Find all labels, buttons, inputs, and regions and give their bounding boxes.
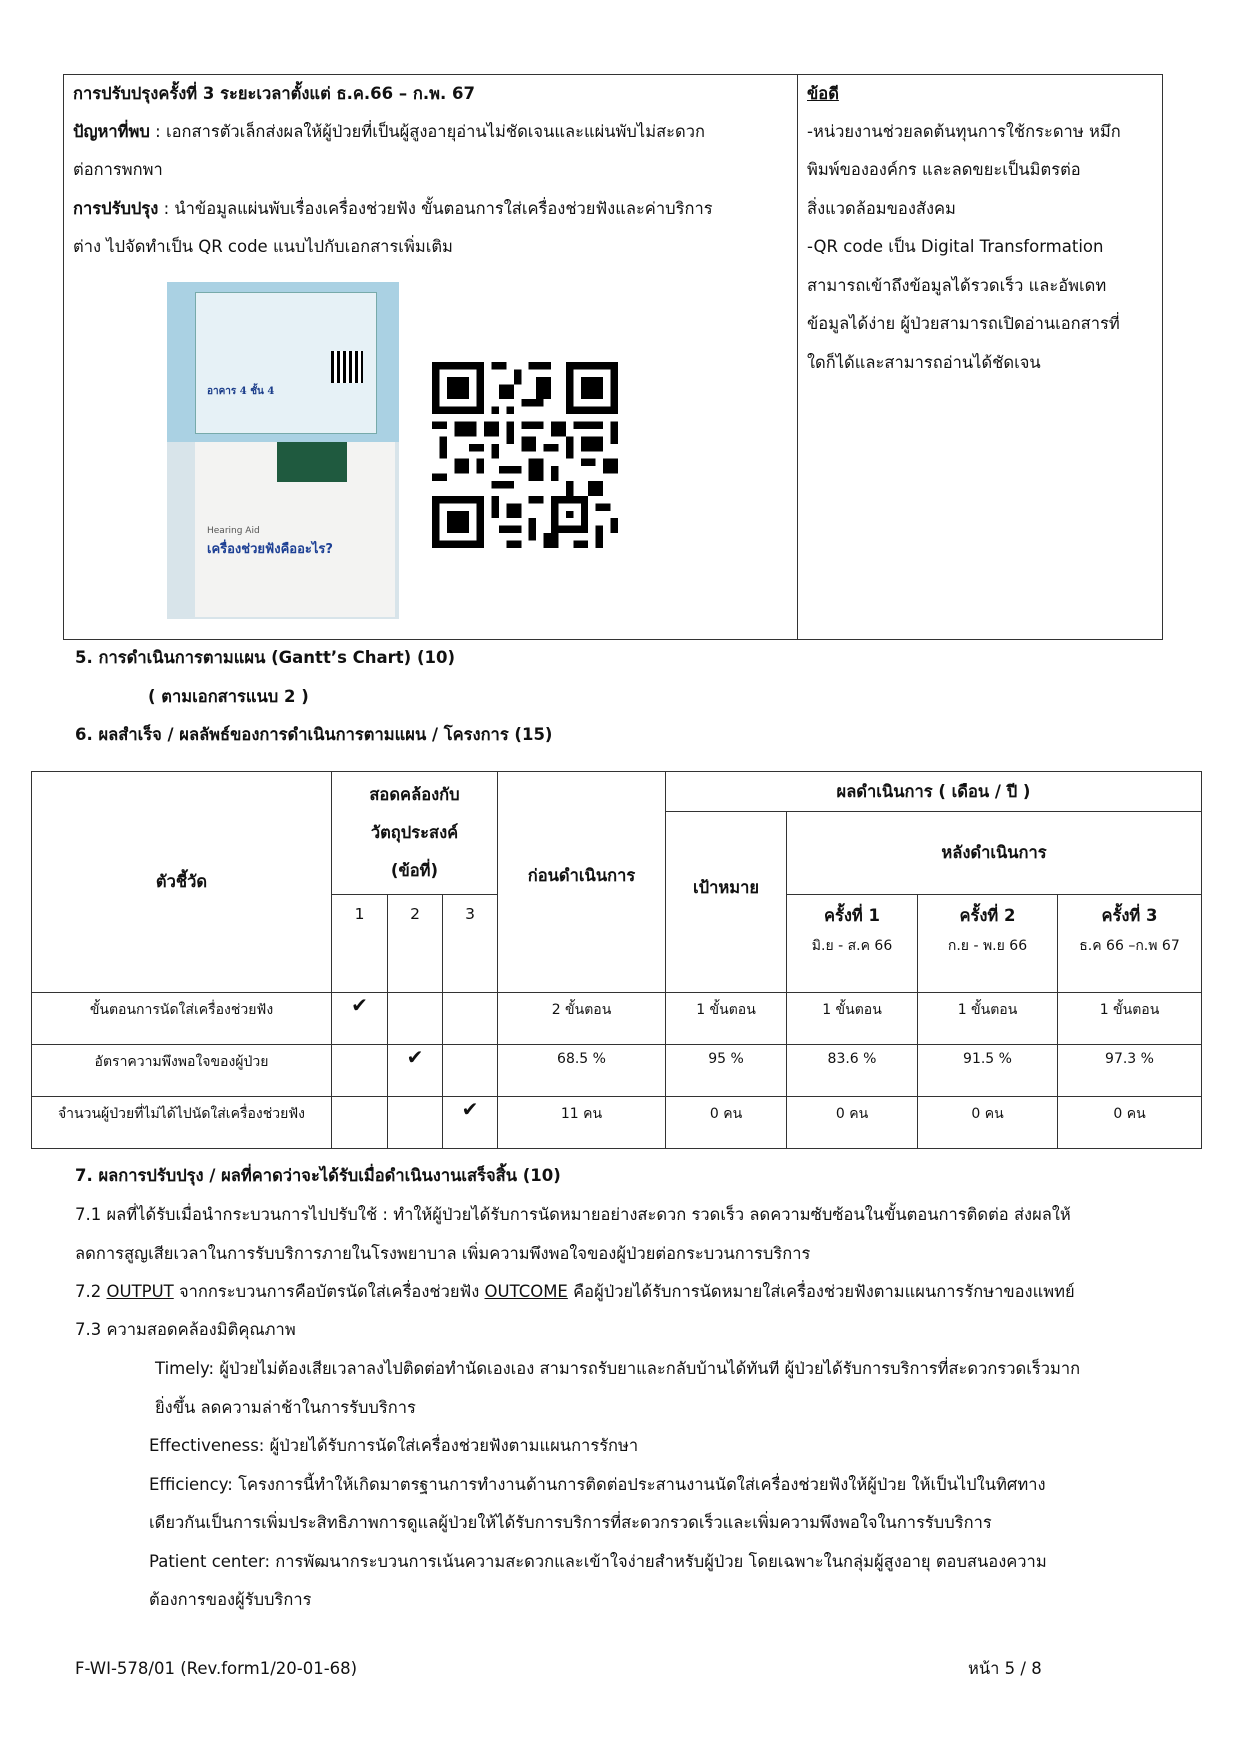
advantage-line: ใดก็ได้และสามารถอ่านได้ชัดเจน <box>807 353 1041 372</box>
row-round-1: 0 คน <box>787 1097 918 1149</box>
advantages-title: ข้อดี <box>807 84 839 103</box>
row-indicator: ขั้นตอนการนัดใส่เครื่องช่วยฟัง <box>32 993 332 1045</box>
p72-mid: จากกระบวนการคือบัตรนัดใส่เครื่องช่วยฟัง <box>173 1282 485 1301</box>
problem-line <box>73 113 705 151</box>
header-alignment-3: (ข้อที่) <box>390 861 439 880</box>
advantage-line: สิ่งแวดล้อมของสังคม <box>807 199 956 218</box>
p72-outcome: OUTCOME <box>484 1282 568 1301</box>
patient-center-line1: Patient center: การพัฒนากระบวนการเน้นความสะดวกและเข้าใจง่ายสำหรับผู้ป่วย โดยเฉพาะในกลุ่มผู้สูงอายุ ตอบสนองความ <box>149 1552 1047 1571</box>
row-round-3: 0 คน <box>1058 1097 1202 1149</box>
improve-label: การปรับปรุง <box>73 199 159 218</box>
p72-suffix: คือผู้ป่วยได้รับการนัดหมายใส่เครื่องช่วยฟังตามแผนการรักษาของแพทย์ <box>567 1282 1075 1301</box>
round-2-period: ก.ย - พ.ย 66 <box>947 938 1028 954</box>
form-code: F-WI-578/01 (Rev.form1/20-01-68) <box>75 1659 358 1678</box>
patient-center-line2: ต้องการของผู้รับบริการ <box>149 1590 312 1609</box>
header-round-3 <box>1058 895 1202 993</box>
row-round-2: 1 ขั้นตอน <box>918 993 1058 1045</box>
problem-text: : เอกสารตัวเล็กส่งผลให้ผู้ป่วยที่เป็นผู้สูงอายุอ่านไม่ชัดเจนและแผ่นพับไม่สะดวก <box>149 122 705 141</box>
improve-text: : นำข้อมูลแผ่นพับเรื่องเครื่องช่วยฟัง ขั้นตอนการใส่เครื่องช่วยฟังและค่าบริการ <box>158 199 713 218</box>
qr-code-icon <box>432 362 618 548</box>
table-divider <box>797 74 798 640</box>
mini-qr-icon <box>331 351 363 383</box>
table-row <box>32 1045 1202 1097</box>
header-before: ก่อนดำเนินการ <box>498 772 666 993</box>
round-2-label: ครั้งที่ 2 <box>959 906 1016 925</box>
section5-title: 5. การดำเนินการตามแผน (Gantt’s Chart) (10) <box>75 648 456 667</box>
advantage-line: สามารถเข้าถึงข้อมูลได้รวดเร็ว และอัพเดท <box>807 276 1107 295</box>
header-results: ผลดำเนินการ ( เดือน / ปี ) <box>666 772 1202 812</box>
round-1-label: ครั้งที่ 1 <box>823 906 881 925</box>
problem-text-cont: ต่อการพกพา <box>73 160 163 179</box>
p71-line1: 7.1 ผลที่ได้รับเมื่อนำกระบวนการไปปรับใช้ : ทำให้ผู้ป่วยได้รับการนัดหมายอย่างสะดวก รวดเร็ว ลดความซับซ้อนในขั้นตอนการติดต่อ ส่งผลให้ <box>75 1205 1071 1224</box>
row-target: 1 ขั้นตอน <box>666 993 787 1045</box>
tick-icon: ✔ <box>443 1097 498 1149</box>
row-round-1: 83.6 % <box>787 1045 918 1097</box>
row-before: 68.5 % <box>498 1045 666 1097</box>
effectiveness-line: Effectiveness: ผู้ป่วยได้รับการนัดใส่เครื่องช่วยฟังตามแผนการรักษา <box>149 1436 639 1455</box>
advantage-line: พิมพ์ขององค์กร และลดขยะเป็นมิตรต่อ <box>807 160 1081 179</box>
timely-line2: ยิ่งขึ้น ลดความล่าช้าในการรับบริการ <box>155 1398 416 1417</box>
p73-title: 7.3 ความสอดคล้องมิติคุณภาพ <box>75 1320 296 1339</box>
round-3-label: ครั้งที่ 3 <box>1101 906 1158 925</box>
row-round-2: 91.5 % <box>918 1045 1058 1097</box>
p71-line2: ลดการสูญเสียเวลาในการรับบริการภายในโรงพยาบาล เพิ่มความพึงพอใจของผู้ป่วยต่อกระบวนการบริการ <box>75 1244 811 1263</box>
row-round-3: 1 ขั้นตอน <box>1058 993 1202 1045</box>
header-alignment-1: สอดคล้องกับ <box>369 785 460 804</box>
section7-title: 7. ผลการปรับปรุง / ผลที่คาดว่าจะได้รับเมื่อดำเนินงานเสร็จสิ้น (10) <box>75 1166 561 1185</box>
row-before: 11 คน <box>498 1097 666 1149</box>
p72-line <box>75 1273 1075 1311</box>
advantage-line: -QR code เป็น Digital Transformation <box>807 237 1104 256</box>
header-alignment-2: วัตถุประสงค์ <box>370 823 459 842</box>
header-alignment <box>332 772 498 895</box>
header-objective-2: 2 <box>388 895 443 993</box>
header-round-1 <box>787 895 918 993</box>
section5-note: ( ตามเอกสารแนบ 2 ) <box>148 687 309 706</box>
efficiency-line2: เดียวกันเป็นการเพิ่มประสิทธิภาพการดูแลผู้ป่วยให้ได้รับการบริการที่สะดวกรวดเร็วและเพิ่มความพึงพอใจในการรับบริการ <box>149 1513 992 1532</box>
row-target: 0 คน <box>666 1097 787 1149</box>
header-objective-3: 3 <box>443 895 498 993</box>
p72-output: OUTPUT <box>106 1282 174 1301</box>
table-row <box>32 993 1202 1045</box>
row-target: 95 % <box>666 1045 787 1097</box>
row-round-3: 97.3 % <box>1058 1045 1202 1097</box>
advantage-line: ข้อมูลได้ง่าย ผู้ป่วยสามารถเปิดอ่านเอกสารที่ <box>807 314 1120 333</box>
improve-line <box>73 190 713 228</box>
row-round-2: 0 คน <box>918 1097 1058 1149</box>
page-number: หน้า 5 / 8 <box>968 1659 1042 1678</box>
improve-text-cont: ต่าง ไปจัดทำเป็น QR code แนบไปกับเอกสารเพิ่มเติม <box>73 237 453 256</box>
header-after: หลังดำเนินการ <box>787 812 1202 895</box>
photo-hearing-aid-th: เครื่องช่วยฟังคืออะไร? <box>207 542 333 557</box>
row-indicator: จำนวนผู้ป่วยที่ไม่ได้ไปนัดใส่เครื่องช่วยฟัง <box>32 1097 332 1149</box>
round-1-period: มิ.ย - ส.ค 66 <box>811 938 893 954</box>
header-objective-1: 1 <box>332 895 388 993</box>
p72-prefix: 7.2 <box>75 1282 107 1301</box>
results-table <box>31 771 1202 1149</box>
header-indicator: ตัวชี้วัด <box>32 772 332 993</box>
appointment-card-photo <box>167 282 399 619</box>
improvement-heading: การปรับปรุงครั้งที่ 3 ระยะเวลาตั้งแต่ ธ.ค.66 – ก.พ. 67 <box>73 84 475 103</box>
section6-title: 6. ผลสำเร็จ / ผลลัพธ์ของการดำเนินการตามแผน / โครงการ (15) <box>75 725 553 744</box>
row-round-1: 1 ขั้นตอน <box>787 993 918 1045</box>
photo-hearing-aid-en: Hearing Aid <box>207 526 260 536</box>
table-row <box>32 1097 1202 1149</box>
round-3-period: ธ.ค 66 –ก.พ 67 <box>1079 938 1180 954</box>
row-indicator: อัตราความพึงพอใจของผู้ป่วย <box>32 1045 332 1097</box>
header-round-2 <box>918 895 1058 993</box>
timely-line1: Timely: ผู้ป่วยไม่ต้องเสียเวลาลงไปติดต่อทำนัดเองเอง สามารถรับยาและกลับบ้านได้ทันที ผู้ป่วยได้รับการบริการที่สะดวกรวดเร็วมาก <box>155 1359 1081 1378</box>
advantage-line: -หน่วยงานช่วยลดต้นทุนการใช้กระดาษ หมึก <box>807 122 1121 141</box>
row-before: 2 ขั้นตอน <box>498 993 666 1045</box>
problem-label: ปัญหาที่พบ <box>73 122 150 141</box>
tick-icon: ✔ <box>388 1045 443 1097</box>
tick-icon: ✔ <box>332 993 388 1045</box>
header-target: เป้าหมาย <box>666 812 787 993</box>
photo-building-text: อาคาร 4 ชั้น 4 <box>207 386 275 397</box>
efficiency-line1: Efficiency: โครงการนี้ทำให้เกิดมาตรฐานการทำงานด้านการติดต่อประสานงานนัดใส่เครื่องช่วยฟังให้ผู้ป่วย ให้เป็นไปในทิศทาง <box>149 1475 1046 1494</box>
